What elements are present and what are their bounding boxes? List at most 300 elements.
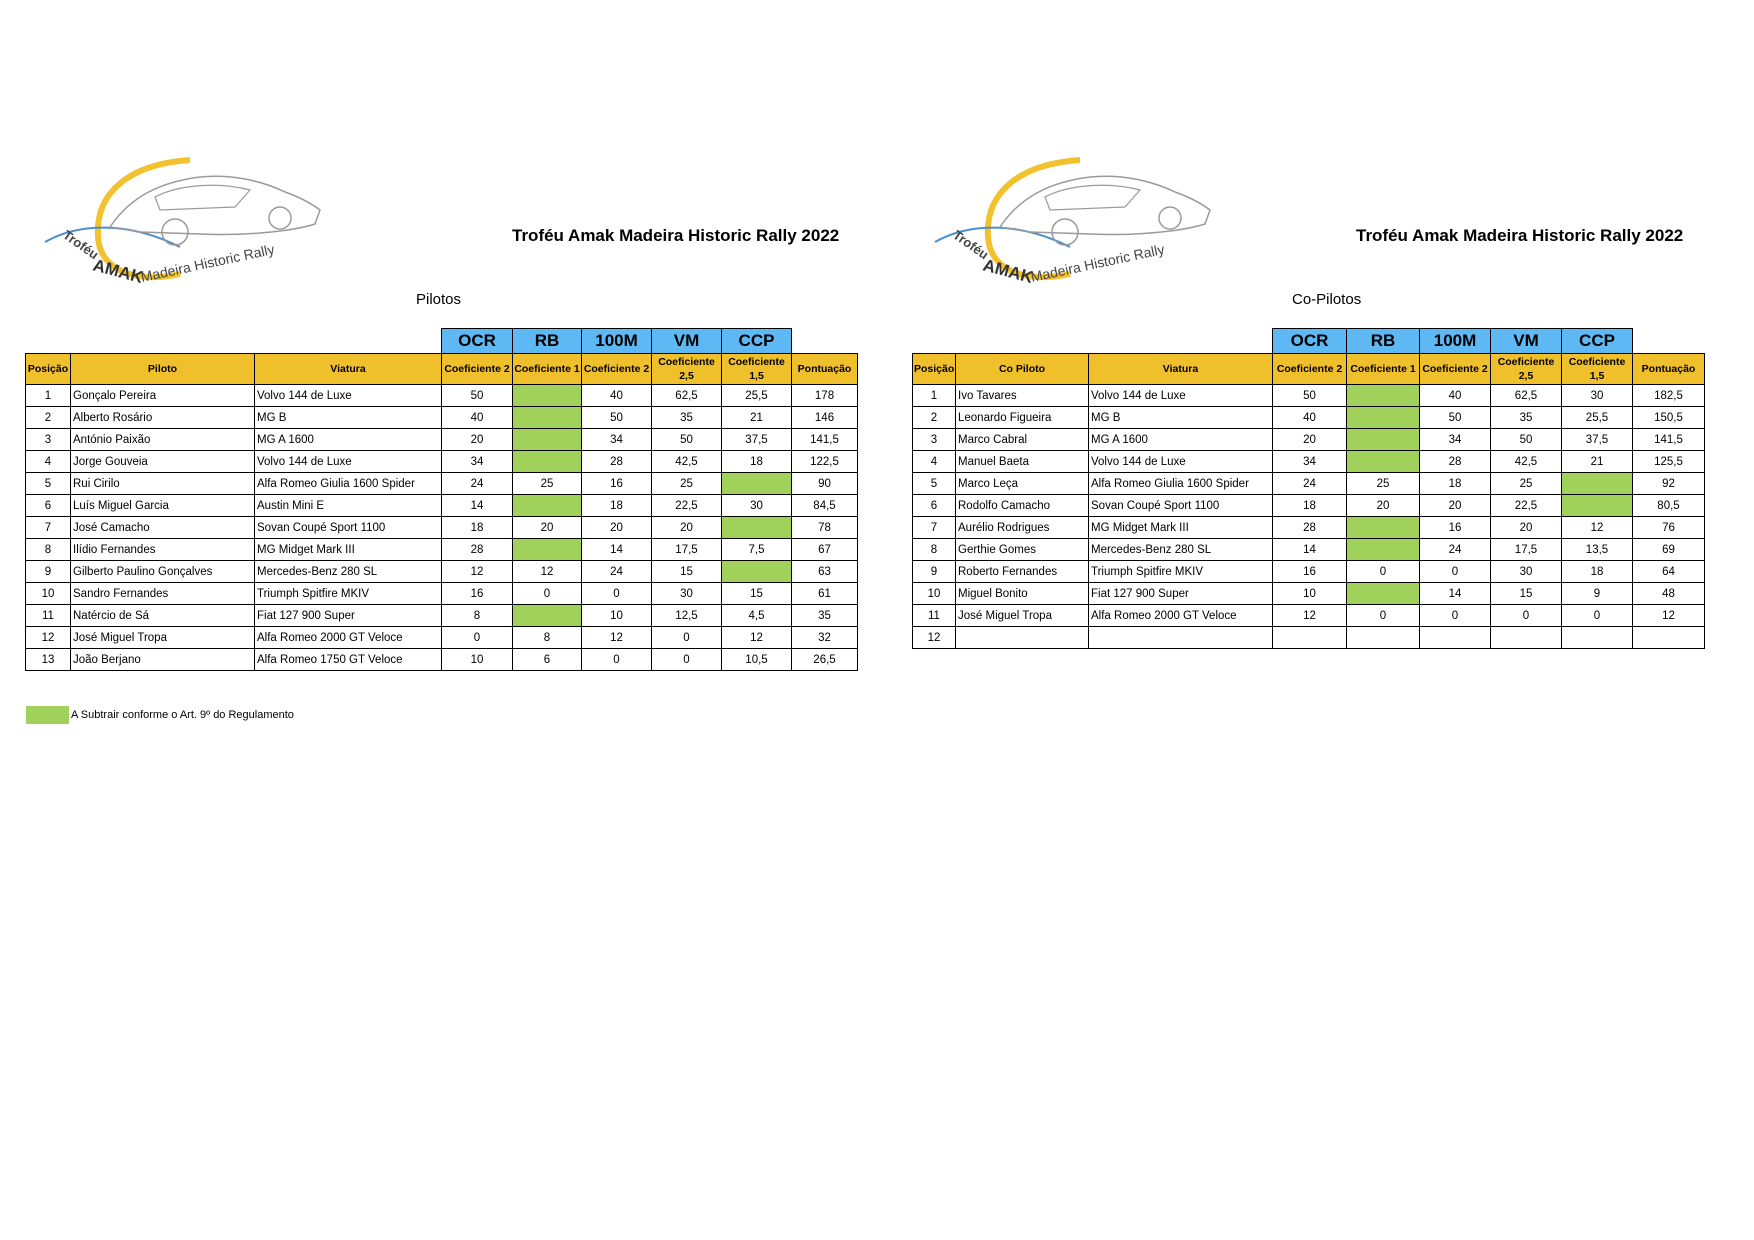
score-ocr-cell: 10 bbox=[1273, 583, 1347, 605]
score-100m-cell: 24 bbox=[1420, 539, 1491, 561]
score-ccp-cell: 21 bbox=[1562, 451, 1633, 473]
competition-rb: RB bbox=[1347, 329, 1420, 354]
table-row bbox=[913, 583, 1705, 605]
score-rb-cell: 12 bbox=[513, 561, 582, 583]
copilots-subtitle: Co-Pilotos bbox=[1292, 291, 1362, 308]
score-100m-cell: 20 bbox=[582, 517, 652, 539]
score-ccp-cell: 4,5 bbox=[722, 605, 792, 627]
score-ccp-cell: 0 bbox=[1562, 605, 1633, 627]
position-cell: 8 bbox=[913, 539, 956, 561]
header-coef-ccp: Coeficiente 1,5 bbox=[1562, 354, 1633, 385]
score-rb-cell: 0 bbox=[513, 583, 582, 605]
score-100m-cell: 0 bbox=[1420, 605, 1491, 627]
header-pontuacao: Pontuação bbox=[1633, 354, 1705, 385]
score-rb-cell: 25 bbox=[1347, 473, 1420, 495]
table-row bbox=[913, 517, 1705, 539]
pilot-name-cell: Alberto Rosário bbox=[71, 407, 255, 429]
column-header-row bbox=[26, 354, 858, 385]
table-row bbox=[913, 495, 1705, 517]
score-100m-cell: 34 bbox=[1420, 429, 1491, 451]
table-row bbox=[913, 605, 1705, 627]
score-rb-cell bbox=[513, 385, 582, 407]
car-cell: Volvo 144 de Luxe bbox=[255, 451, 442, 473]
score-ccp-cell: 15 bbox=[722, 583, 792, 605]
score-ocr-cell: 8 bbox=[442, 605, 513, 627]
total-points-cell: 150,5 bbox=[1633, 407, 1705, 429]
table-row bbox=[26, 605, 858, 627]
competition-ccp: CCP bbox=[1562, 329, 1633, 354]
position-cell: 6 bbox=[913, 495, 956, 517]
score-ocr-cell: 12 bbox=[442, 561, 513, 583]
pilot-name-cell: Luís Miguel Garcia bbox=[71, 495, 255, 517]
score-ccp-cell bbox=[1562, 473, 1633, 495]
header-coef-vm: Coeficiente 2,5 bbox=[1491, 354, 1562, 385]
score-ocr-cell: 28 bbox=[1273, 517, 1347, 539]
score-100m-cell: 18 bbox=[1420, 473, 1491, 495]
column-header-row bbox=[913, 354, 1705, 385]
score-ocr-cell: 18 bbox=[1273, 495, 1347, 517]
score-vm-cell: 50 bbox=[652, 429, 722, 451]
total-points-cell: 125,5 bbox=[1633, 451, 1705, 473]
score-ccp-cell bbox=[1562, 495, 1633, 517]
header-coef-100m: Coeficiente 2 bbox=[1420, 354, 1491, 385]
header-coef-100m: Coeficiente 2 bbox=[582, 354, 652, 385]
competition-ocr: OCR bbox=[442, 329, 513, 354]
car-cell: MG A 1600 bbox=[255, 429, 442, 451]
car-cell: Alfa Romeo 2000 GT Veloce bbox=[1089, 605, 1273, 627]
legend-text: A Subtrair conforme o Art. 9º do Regulamento bbox=[71, 709, 294, 721]
total-points-cell: 146 bbox=[792, 407, 858, 429]
score-ocr-cell: 34 bbox=[1273, 451, 1347, 473]
score-vm-cell: 50 bbox=[1491, 429, 1562, 451]
car-cell: Alfa Romeo 2000 GT Veloce bbox=[255, 627, 442, 649]
header-posicao: Posição bbox=[26, 354, 71, 385]
total-points-cell: 26,5 bbox=[792, 649, 858, 671]
car-cell bbox=[1089, 627, 1273, 649]
score-vm-cell: 22,5 bbox=[652, 495, 722, 517]
car-cell: Sovan Coupé Sport 1100 bbox=[1089, 495, 1273, 517]
score-rb-cell: 8 bbox=[513, 627, 582, 649]
legend-swatch bbox=[26, 706, 69, 724]
score-vm-cell: 20 bbox=[652, 517, 722, 539]
table-row bbox=[26, 583, 858, 605]
position-cell: 2 bbox=[26, 407, 71, 429]
score-vm-cell: 17,5 bbox=[1491, 539, 1562, 561]
competition-header-row bbox=[913, 329, 1705, 354]
header-co-piloto: Co Piloto bbox=[956, 354, 1089, 385]
header-posicao: Posição bbox=[913, 354, 956, 385]
table-row bbox=[913, 561, 1705, 583]
car-cell: Fiat 127 900 Super bbox=[255, 605, 442, 627]
total-points-cell: 90 bbox=[792, 473, 858, 495]
score-100m-cell: 28 bbox=[1420, 451, 1491, 473]
score-ocr-cell: 50 bbox=[1273, 385, 1347, 407]
score-100m-cell: 0 bbox=[582, 583, 652, 605]
competition-header-row bbox=[26, 329, 858, 354]
car-cell: Fiat 127 900 Super bbox=[1089, 583, 1273, 605]
score-vm-cell: 35 bbox=[652, 407, 722, 429]
score-rb-cell bbox=[513, 605, 582, 627]
score-rb-cell: 25 bbox=[513, 473, 582, 495]
total-points-cell: 78 bbox=[792, 517, 858, 539]
score-100m-cell: 28 bbox=[582, 451, 652, 473]
copilot-name-cell: José Miguel Tropa bbox=[956, 605, 1089, 627]
competition-100m: 100M bbox=[1420, 329, 1491, 354]
score-rb-cell bbox=[513, 429, 582, 451]
copilot-name-cell: Roberto Fernandes bbox=[956, 561, 1089, 583]
score-ccp-cell: 18 bbox=[1562, 561, 1633, 583]
score-rb-cell bbox=[1347, 407, 1420, 429]
copilot-name-cell: Leonardo Figueira bbox=[956, 407, 1089, 429]
total-points-cell: 12 bbox=[1633, 605, 1705, 627]
score-ccp-cell: 12 bbox=[1562, 517, 1633, 539]
score-vm-cell: 22,5 bbox=[1491, 495, 1562, 517]
pilot-name-cell: António Paixão bbox=[71, 429, 255, 451]
score-rb-cell: 20 bbox=[513, 517, 582, 539]
header-coef-ocr: Coeficiente 2 bbox=[442, 354, 513, 385]
score-ocr-cell: 16 bbox=[1273, 561, 1347, 583]
table-row bbox=[913, 429, 1705, 451]
score-ccp-cell: 37,5 bbox=[1562, 429, 1633, 451]
score-100m-cell bbox=[1420, 627, 1491, 649]
score-ccp-cell: 30 bbox=[722, 495, 792, 517]
table-row bbox=[26, 385, 858, 407]
table-row bbox=[913, 385, 1705, 407]
logo-text-rally: Madeira Historic Rally bbox=[139, 240, 276, 285]
total-points-cell: 182,5 bbox=[1633, 385, 1705, 407]
score-vm-cell: 0 bbox=[652, 627, 722, 649]
car-logo-icon bbox=[930, 152, 1230, 322]
table-row bbox=[913, 627, 1705, 649]
pilot-name-cell: José Miguel Tropa bbox=[71, 627, 255, 649]
total-points-cell: 122,5 bbox=[792, 451, 858, 473]
copilot-name-cell: Miguel Bonito bbox=[956, 583, 1089, 605]
score-vm-cell: 0 bbox=[1491, 605, 1562, 627]
total-points-cell: 84,5 bbox=[792, 495, 858, 517]
score-100m-cell: 0 bbox=[1420, 561, 1491, 583]
score-rb-cell bbox=[513, 539, 582, 561]
score-ccp-cell: 9 bbox=[1562, 583, 1633, 605]
score-100m-cell: 16 bbox=[582, 473, 652, 495]
position-cell: 13 bbox=[26, 649, 71, 671]
copilots-standings-table bbox=[912, 328, 1705, 649]
pilot-name-cell: João Berjano bbox=[71, 649, 255, 671]
total-points-cell: 92 bbox=[1633, 473, 1705, 495]
score-rb-cell bbox=[1347, 583, 1420, 605]
header-coef-ccp: Coeficiente 1,5 bbox=[722, 354, 792, 385]
score-vm-cell: 25 bbox=[652, 473, 722, 495]
copilot-name-cell: Marco Leça bbox=[956, 473, 1089, 495]
score-ccp-cell: 12 bbox=[722, 627, 792, 649]
score-100m-cell: 20 bbox=[1420, 495, 1491, 517]
car-cell: Alfa Romeo Giulia 1600 Spider bbox=[1089, 473, 1273, 495]
position-cell: 10 bbox=[913, 583, 956, 605]
score-ccp-cell: 37,5 bbox=[722, 429, 792, 451]
table-row bbox=[26, 473, 858, 495]
score-vm-cell: 0 bbox=[652, 649, 722, 671]
score-ocr-cell: 24 bbox=[442, 473, 513, 495]
score-ocr-cell: 10 bbox=[442, 649, 513, 671]
car-cell: MG Midget Mark III bbox=[1089, 517, 1273, 539]
car-cell: Mercedes-Benz 280 SL bbox=[1089, 539, 1273, 561]
copilot-name-cell: Aurélio Rodrigues bbox=[956, 517, 1089, 539]
total-points-cell: 35 bbox=[792, 605, 858, 627]
score-ocr-cell: 20 bbox=[1273, 429, 1347, 451]
table-row bbox=[913, 407, 1705, 429]
score-rb-cell: 0 bbox=[1347, 561, 1420, 583]
score-100m-cell: 50 bbox=[1420, 407, 1491, 429]
car-cell: Austin Mini E bbox=[255, 495, 442, 517]
total-points-cell: 67 bbox=[792, 539, 858, 561]
score-ccp-cell: 10,5 bbox=[722, 649, 792, 671]
score-100m-cell: 24 bbox=[582, 561, 652, 583]
car-cell: Triumph Spitfire MKIV bbox=[1089, 561, 1273, 583]
table-row bbox=[26, 407, 858, 429]
copilot-name-cell: Ivo Tavares bbox=[956, 385, 1089, 407]
car-cell: Volvo 144 de Luxe bbox=[1089, 451, 1273, 473]
score-100m-cell: 10 bbox=[582, 605, 652, 627]
logo-text-trofeu: Troféu bbox=[950, 227, 992, 263]
header-coef-rb: Coeficiente 1 bbox=[1347, 354, 1420, 385]
car-cell: MG B bbox=[1089, 407, 1273, 429]
score-rb-cell bbox=[1347, 429, 1420, 451]
pilot-name-cell: Gonçalo Pereira bbox=[71, 385, 255, 407]
position-cell: 11 bbox=[26, 605, 71, 627]
pilots-standings-table bbox=[25, 328, 858, 671]
car-logo-icon bbox=[40, 152, 340, 322]
position-cell: 4 bbox=[26, 451, 71, 473]
score-rb-cell bbox=[1347, 451, 1420, 473]
copilot-name-cell: Manuel Baeta bbox=[956, 451, 1089, 473]
header-piloto: Piloto bbox=[71, 354, 255, 385]
score-100m-cell: 50 bbox=[582, 407, 652, 429]
score-ocr-cell: 0 bbox=[442, 627, 513, 649]
copilot-name-cell: Gerthie Gomes bbox=[956, 539, 1089, 561]
score-ocr-cell: 14 bbox=[1273, 539, 1347, 561]
pilot-name-cell: Ilídio Fernandes bbox=[71, 539, 255, 561]
position-cell: 8 bbox=[26, 539, 71, 561]
position-cell: 1 bbox=[26, 385, 71, 407]
position-cell: 3 bbox=[913, 429, 956, 451]
score-rb-cell bbox=[513, 495, 582, 517]
score-rb-cell bbox=[1347, 627, 1420, 649]
score-ccp-cell bbox=[722, 473, 792, 495]
table-row bbox=[913, 539, 1705, 561]
score-ocr-cell: 40 bbox=[442, 407, 513, 429]
car-cell: Volvo 144 de Luxe bbox=[255, 385, 442, 407]
score-ccp-cell bbox=[722, 517, 792, 539]
score-100m-cell: 34 bbox=[582, 429, 652, 451]
score-ocr-cell: 12 bbox=[1273, 605, 1347, 627]
score-ccp-cell: 18 bbox=[722, 451, 792, 473]
total-points-cell: 80,5 bbox=[1633, 495, 1705, 517]
competition-vm: VM bbox=[652, 329, 722, 354]
car-cell: Alfa Romeo 1750 GT Veloce bbox=[255, 649, 442, 671]
score-100m-cell: 18 bbox=[582, 495, 652, 517]
score-vm-cell: 30 bbox=[652, 583, 722, 605]
pilot-name-cell: Natércio de Sá bbox=[71, 605, 255, 627]
score-ocr-cell: 18 bbox=[442, 517, 513, 539]
car-cell: Sovan Coupé Sport 1100 bbox=[255, 517, 442, 539]
position-cell: 12 bbox=[913, 627, 956, 649]
score-100m-cell: 14 bbox=[1420, 583, 1491, 605]
score-vm-cell: 42,5 bbox=[652, 451, 722, 473]
score-ocr-cell: 28 bbox=[442, 539, 513, 561]
competition-vm: VM bbox=[1491, 329, 1562, 354]
logo-text-trofeu: Troféu bbox=[60, 227, 102, 263]
score-vm-cell: 12,5 bbox=[652, 605, 722, 627]
pilot-name-cell: José Camacho bbox=[71, 517, 255, 539]
score-ocr-cell: 20 bbox=[442, 429, 513, 451]
total-points-cell: 32 bbox=[792, 627, 858, 649]
rally-logo-right bbox=[930, 152, 1230, 322]
competition-100m: 100M bbox=[582, 329, 652, 354]
score-ocr-cell: 34 bbox=[442, 451, 513, 473]
score-vm-cell bbox=[1491, 627, 1562, 649]
score-vm-cell: 35 bbox=[1491, 407, 1562, 429]
table-row bbox=[26, 451, 858, 473]
score-ocr-cell bbox=[1273, 627, 1347, 649]
table-row bbox=[26, 649, 858, 671]
header-viatura: Viatura bbox=[255, 354, 442, 385]
copilot-name-cell bbox=[956, 627, 1089, 649]
position-cell: 5 bbox=[913, 473, 956, 495]
pilot-name-cell: Jorge Gouveia bbox=[71, 451, 255, 473]
position-cell: 1 bbox=[913, 385, 956, 407]
position-cell: 2 bbox=[913, 407, 956, 429]
score-vm-cell: 30 bbox=[1491, 561, 1562, 583]
score-vm-cell: 17,5 bbox=[652, 539, 722, 561]
header-coef-ocr: Coeficiente 2 bbox=[1273, 354, 1347, 385]
header-coef-rb: Coeficiente 1 bbox=[513, 354, 582, 385]
car-cell: Alfa Romeo Giulia 1600 Spider bbox=[255, 473, 442, 495]
car-cell: Triumph Spitfire MKIV bbox=[255, 583, 442, 605]
pilot-name-cell: Gilberto Paulino Gonçalves bbox=[71, 561, 255, 583]
copilots-title: Troféu Amak Madeira Historic Rally 2022 bbox=[1356, 226, 1684, 245]
score-vm-cell: 15 bbox=[652, 561, 722, 583]
score-rb-cell: 20 bbox=[1347, 495, 1420, 517]
total-points-cell: 178 bbox=[792, 385, 858, 407]
score-ocr-cell: 24 bbox=[1273, 473, 1347, 495]
score-ccp-cell: 13,5 bbox=[1562, 539, 1633, 561]
table-row bbox=[26, 627, 858, 649]
car-cell: Volvo 144 de Luxe bbox=[1089, 385, 1273, 407]
score-ccp-cell: 30 bbox=[1562, 385, 1633, 407]
score-100m-cell: 14 bbox=[582, 539, 652, 561]
score-100m-cell: 40 bbox=[582, 385, 652, 407]
score-ocr-cell: 50 bbox=[442, 385, 513, 407]
score-rb-cell bbox=[1347, 517, 1420, 539]
total-points-cell: 61 bbox=[792, 583, 858, 605]
table-row bbox=[26, 495, 858, 517]
header-viatura: Viatura bbox=[1089, 354, 1273, 385]
score-vm-cell: 25 bbox=[1491, 473, 1562, 495]
score-rb-cell: 0 bbox=[1347, 605, 1420, 627]
pilot-name-cell: Sandro Fernandes bbox=[71, 583, 255, 605]
score-ocr-cell: 14 bbox=[442, 495, 513, 517]
header-pontuacao: Pontuação bbox=[792, 354, 858, 385]
score-rb-cell: 6 bbox=[513, 649, 582, 671]
competition-rb: RB bbox=[513, 329, 582, 354]
position-cell: 7 bbox=[26, 517, 71, 539]
score-ccp-cell: 25,5 bbox=[722, 385, 792, 407]
total-points-cell: 64 bbox=[1633, 561, 1705, 583]
position-cell: 3 bbox=[26, 429, 71, 451]
total-points-cell bbox=[1633, 627, 1705, 649]
rally-logo-left bbox=[40, 152, 340, 322]
score-vm-cell: 42,5 bbox=[1491, 451, 1562, 473]
score-rb-cell bbox=[1347, 539, 1420, 561]
header-coef-vm: Coeficiente 2,5 bbox=[652, 354, 722, 385]
position-cell: 9 bbox=[26, 561, 71, 583]
logo-text-amak: AMAK bbox=[90, 255, 146, 288]
legend bbox=[26, 706, 294, 724]
score-100m-cell: 40 bbox=[1420, 385, 1491, 407]
score-100m-cell: 16 bbox=[1420, 517, 1491, 539]
competition-ocr: OCR bbox=[1273, 329, 1347, 354]
car-cell: MG B bbox=[255, 407, 442, 429]
score-ccp-cell bbox=[1562, 627, 1633, 649]
pilots-title: Troféu Amak Madeira Historic Rally 2022 bbox=[512, 226, 840, 245]
car-cell: Mercedes-Benz 280 SL bbox=[255, 561, 442, 583]
total-points-cell: 141,5 bbox=[1633, 429, 1705, 451]
score-ccp-cell: 25,5 bbox=[1562, 407, 1633, 429]
position-cell: 12 bbox=[26, 627, 71, 649]
position-cell: 9 bbox=[913, 561, 956, 583]
copilot-name-cell: Rodolfo Camacho bbox=[956, 495, 1089, 517]
score-vm-cell: 20 bbox=[1491, 517, 1562, 539]
car-cell: MG A 1600 bbox=[1089, 429, 1273, 451]
logo-text-amak: AMAK bbox=[980, 255, 1036, 288]
competition-ccp: CCP bbox=[722, 329, 792, 354]
position-cell: 5 bbox=[26, 473, 71, 495]
score-ccp-cell bbox=[722, 561, 792, 583]
position-cell: 11 bbox=[913, 605, 956, 627]
table-row bbox=[26, 539, 858, 561]
total-points-cell: 69 bbox=[1633, 539, 1705, 561]
score-ocr-cell: 16 bbox=[442, 583, 513, 605]
position-cell: 6 bbox=[26, 495, 71, 517]
total-points-cell: 76 bbox=[1633, 517, 1705, 539]
total-points-cell: 48 bbox=[1633, 583, 1705, 605]
score-100m-cell: 0 bbox=[582, 649, 652, 671]
score-100m-cell: 12 bbox=[582, 627, 652, 649]
score-vm-cell: 62,5 bbox=[1491, 385, 1562, 407]
table-row bbox=[26, 561, 858, 583]
position-cell: 4 bbox=[913, 451, 956, 473]
pilots-subtitle: Pilotos bbox=[416, 291, 462, 308]
position-cell: 10 bbox=[26, 583, 71, 605]
table-row bbox=[913, 473, 1705, 495]
score-ocr-cell: 40 bbox=[1273, 407, 1347, 429]
score-rb-cell bbox=[513, 407, 582, 429]
score-vm-cell: 62,5 bbox=[652, 385, 722, 407]
table-row bbox=[913, 451, 1705, 473]
table-row bbox=[26, 429, 858, 451]
score-ccp-cell: 21 bbox=[722, 407, 792, 429]
score-rb-cell bbox=[1347, 385, 1420, 407]
score-ccp-cell: 7,5 bbox=[722, 539, 792, 561]
score-vm-cell: 15 bbox=[1491, 583, 1562, 605]
logo-text-rally: Madeira Historic Rally bbox=[1029, 240, 1166, 285]
total-points-cell: 141,5 bbox=[792, 429, 858, 451]
total-points-cell: 63 bbox=[792, 561, 858, 583]
score-rb-cell bbox=[513, 451, 582, 473]
car-cell: MG Midget Mark III bbox=[255, 539, 442, 561]
copilot-name-cell: Marco Cabral bbox=[956, 429, 1089, 451]
pilot-name-cell: Rui Cirilo bbox=[71, 473, 255, 495]
table-row bbox=[26, 517, 858, 539]
